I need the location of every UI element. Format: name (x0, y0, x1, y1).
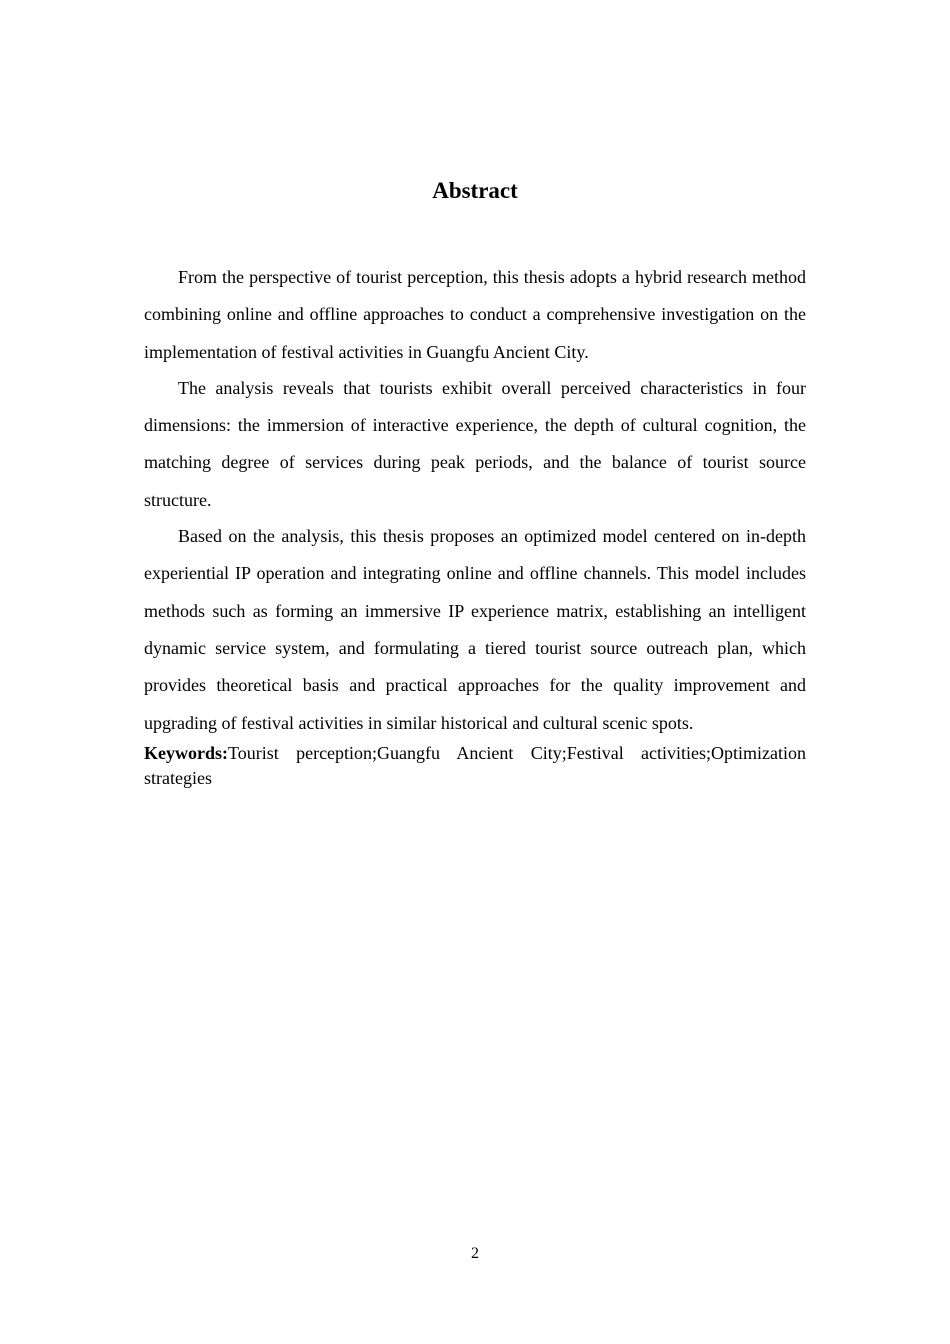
keywords-line (144, 741, 806, 791)
abstract-paragraph-2: The analysis reveals that tourists exhibit overall perceived characteristics in four dimensions: the immersion of interactive experience, the depth of cultural cognition, the matching degree of services during peak periods, and the balance of tourist source structure. (144, 377, 806, 510)
keywords-text: Tourist perception;Guangfu Ancient City;Festival activities;Optimization strategies (144, 742, 806, 788)
abstract-body (144, 259, 806, 791)
abstract-paragraph-3: Based on the analysis, this thesis proposes an optimized model centered on in-depth experiential IP operation and integrating online and offline channels. This model includes methods such as forming an immersive IP experience matrix, establishing an intelligent dynamic service system, and formulating a tiered tourist source outreach plan, which provides theoretical basis and practical approaches for the quality improvement and upgrading of festival activities in similar historical and cultural scenic spots. (144, 526, 806, 733)
page-number: 2 (471, 1245, 479, 1262)
abstract-title: Abstract (432, 178, 518, 203)
keywords-label: Keywords: (144, 742, 228, 763)
abstract-paragraph-1: From the perspective of tourist perception, this thesis adopts a hybrid research method combining online and offline approaches to conduct a comprehensive investigation on the implementation of festival activities in Guangfu Ancient City. (144, 267, 806, 362)
